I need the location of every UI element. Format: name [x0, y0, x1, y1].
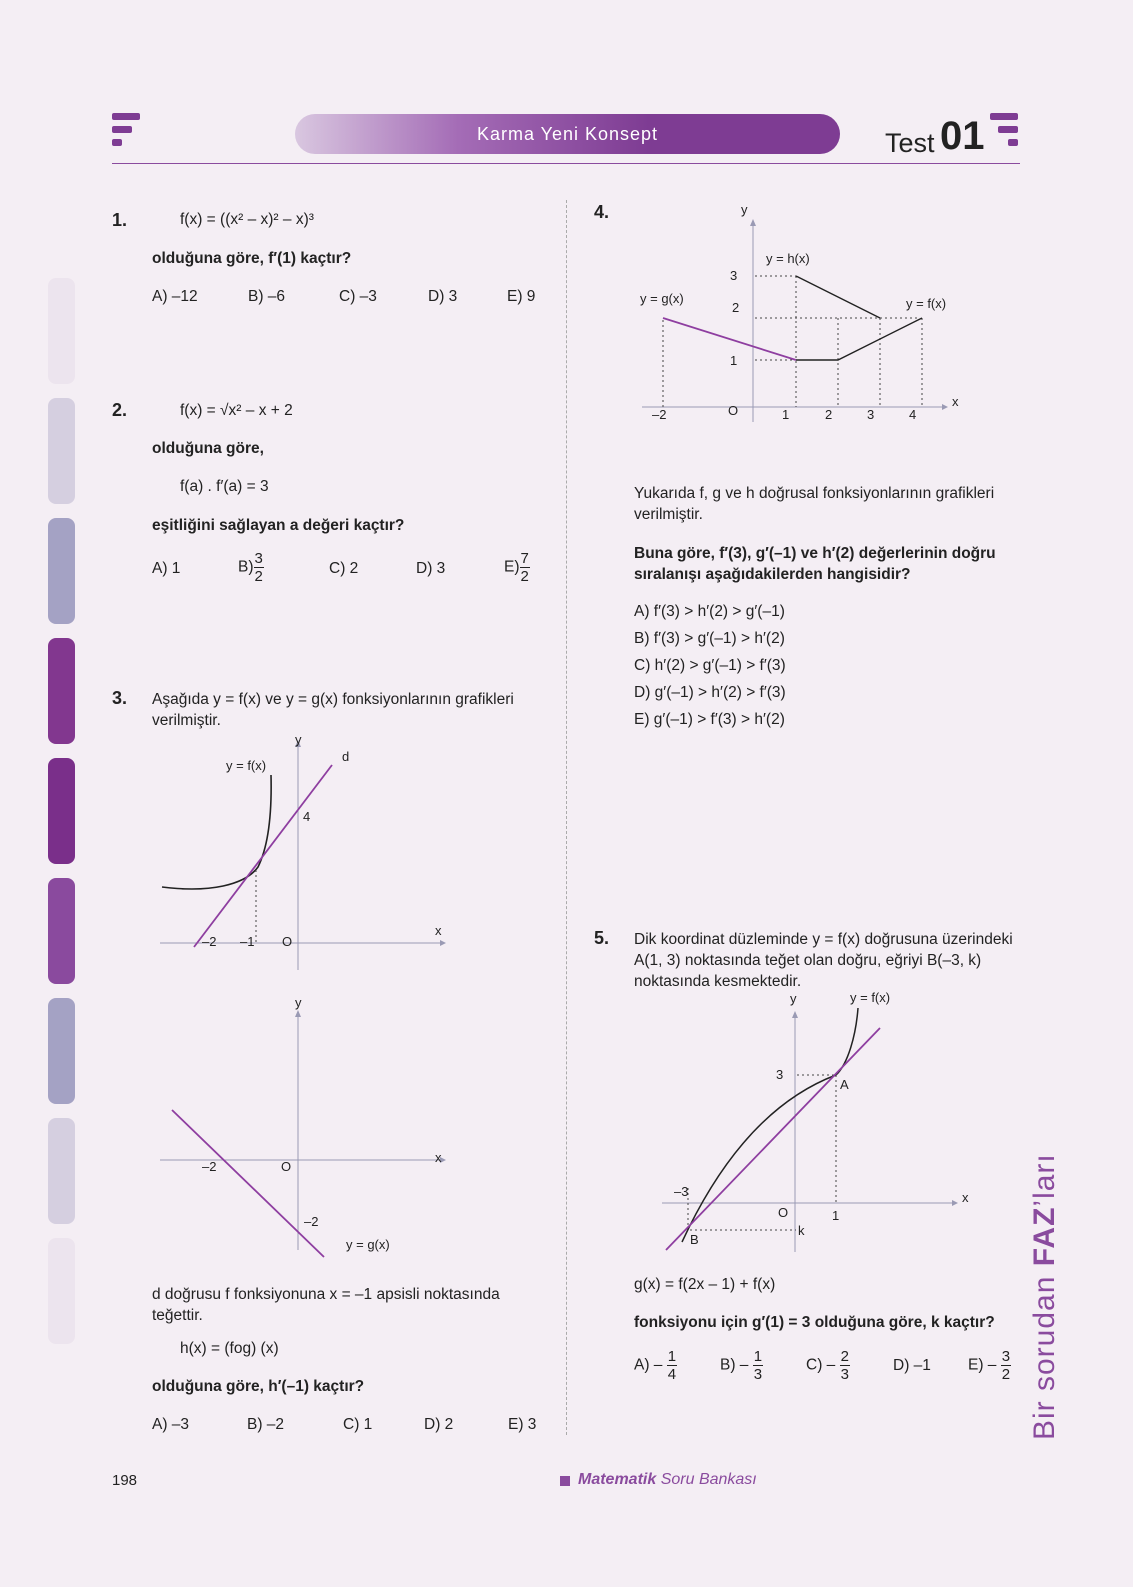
q3-intro: Aşağıda y = f(x) ve y = g(x) fonksiyonlarının grafikleri verilmiştir.: [152, 691, 514, 729]
x-tick-3: 3: [867, 407, 875, 422]
y-axis-label: y: [295, 995, 302, 1010]
y-axis-label: y: [295, 735, 302, 747]
q5-graph: [650, 990, 990, 1260]
line-f: [796, 318, 922, 360]
y-tick-2: 2: [732, 300, 740, 315]
q2-option-b[interactable]: B) $\frac{3}{2}$: [238, 550, 263, 585]
f-label: y = f(x): [850, 990, 891, 1005]
q4-option-c[interactable]: C) h′(2) > g′(–1) > f′(3): [634, 657, 786, 674]
q2-number: 2.: [112, 400, 128, 420]
origin-label: O: [281, 1159, 292, 1174]
line-g: [172, 1110, 324, 1257]
y-axis-arrow: [295, 1010, 301, 1017]
q3-option-c[interactable]: C) 1: [343, 1416, 373, 1433]
q5-option-c[interactable]: C) – $\frac{2}{3}$: [806, 1348, 849, 1383]
h-label: y = h(x): [766, 251, 810, 266]
q5-option-d[interactable]: D) –1: [893, 1357, 931, 1374]
d-label: d: [342, 749, 350, 764]
g-label: y = g(x): [640, 291, 684, 306]
q5-number: 5.: [594, 928, 610, 948]
column-divider: [566, 200, 567, 1435]
x-axis-arrow: [952, 1200, 958, 1206]
x-axis-label: x: [952, 394, 959, 409]
q2-option-e[interactable]: E) $\frac{7}{2}$: [504, 550, 529, 585]
origin-label: O: [778, 1205, 789, 1220]
x-tick-4: 4: [909, 407, 917, 422]
x-tick-minus-3: –3: [674, 1184, 689, 1199]
q1-number: 1.: [112, 210, 128, 230]
y-tick-3: 3: [776, 1067, 784, 1082]
side-slogan: Bir sorudan FAZ’ları: [1028, 1153, 1061, 1440]
x-tick-1: 1: [782, 407, 790, 422]
f-label: y = f(x): [226, 758, 267, 773]
q4-option-e[interactable]: E) g′(–1) > f′(3) > h′(2): [634, 711, 785, 728]
x-axis-label: x: [962, 1190, 969, 1205]
q4-option-a[interactable]: A) f′(3) > h′(2) > g′(–1): [634, 603, 785, 620]
q4-number: 4.: [594, 202, 610, 222]
x-tick-2: 2: [825, 407, 833, 422]
q3-number: 3.: [112, 688, 128, 708]
q3-h-definition: h(x) = (fog) (x): [180, 1340, 279, 1357]
q2-formula: f(x) = √x² – x + 2: [180, 402, 293, 419]
q2-option-a[interactable]: A) 1: [152, 560, 181, 577]
q4-question: Buna göre, f′(3), g′(–1) ve h′(2) değerlerinin doğru sıralanışı aşağıdakilerden hangisidir?: [634, 545, 996, 583]
tick-minus-2: –2: [202, 934, 217, 949]
q5-option-b[interactable]: B) – $\frac{1}{3}$: [720, 1348, 763, 1383]
tick-4: 4: [303, 809, 311, 824]
q5-question: fonksiyonu için g′(1) = 3 olduğuna göre, k kaçtır?: [634, 1314, 995, 1331]
q2-text-1: olduğuna göre,: [152, 440, 264, 457]
footer-square-icon: [560, 1476, 570, 1486]
q5-text: Dik koordinat düzleminde y = f(x) doğrusuna üzerindeki A(1, 3) noktasında teğet olan doğru, eğriyi B(–3, k) noktasında kesmektedir.: [634, 931, 1013, 990]
q4-option-b[interactable]: B) f′(3) > g′(–1) > h′(2): [634, 630, 785, 647]
point-b-label: B: [690, 1232, 699, 1247]
y-tick-minus-2: –2: [304, 1214, 319, 1229]
q5-option-a[interactable]: A) – $\frac{1}{4}$: [634, 1348, 677, 1383]
line-h: [796, 276, 880, 318]
q5-option-e[interactable]: E) – $\frac{3}{2}$: [968, 1348, 1011, 1383]
header-rule: [112, 163, 1020, 164]
guide-lines: [663, 276, 922, 407]
x-axis-label: x: [435, 923, 442, 938]
q2-option-c[interactable]: C) 2: [329, 560, 359, 577]
y-axis-arrow: [750, 219, 756, 226]
q2-condition: f(a) . f′(a) = 3: [180, 478, 269, 495]
q1-option-c[interactable]: C) –3: [339, 288, 377, 305]
q3-question: olduğuna göre, h′(–1) kaçtır?: [152, 1378, 365, 1395]
tangent-line-d: [194, 765, 332, 947]
x-axis-label: x: [435, 1150, 442, 1165]
q1-option-a[interactable]: A) –12: [152, 288, 198, 305]
q3-option-d[interactable]: D) 2: [424, 1416, 454, 1433]
tangent-line: [666, 1028, 880, 1250]
g-label: y = g(x): [346, 1237, 390, 1252]
q1-option-e[interactable]: E) 9: [507, 288, 536, 305]
origin-label: O: [728, 403, 739, 418]
q3-option-b[interactable]: B) –2: [247, 1416, 285, 1433]
x-tick-minus-2: –2: [652, 407, 667, 422]
tick-minus-1: –1: [240, 934, 255, 949]
q3-option-e[interactable]: E) 3: [508, 1416, 537, 1433]
x-axis-arrow: [942, 404, 948, 410]
test-number: 01: [940, 114, 985, 158]
x-axis-arrow: [440, 940, 446, 946]
x-tick-1: 1: [832, 1208, 840, 1223]
q1-option-b[interactable]: B) –6: [248, 288, 286, 305]
q3-option-a[interactable]: A) –3: [152, 1416, 190, 1433]
k-label: k: [798, 1223, 805, 1238]
q1-formula: f(x) = ((x² – x)² – x)³: [180, 211, 314, 228]
curve-f: [162, 775, 271, 889]
q2-question: eşitliğini sağlayan a değeri kaçtır?: [152, 517, 405, 534]
q1-question: olduğuna göre, f′(1) kaçtır?: [152, 250, 352, 267]
y-axis-label: y: [790, 991, 797, 1006]
q3-text-2: d doğrusu f fonksiyonuna x = –1 apsisli noktasında teğettir.: [152, 1286, 500, 1324]
q4-graph: [630, 200, 980, 435]
q4-text-1: Yukarıda f, g ve h doğrusal fonksiyonlarının grafikleri verilmiştir.: [634, 485, 995, 523]
footer-book-title: Matematik Soru Bankası: [578, 1471, 757, 1488]
guide-lines: [688, 1075, 836, 1230]
q3-graph-g: [150, 995, 460, 1265]
tick-minus-2: –2: [202, 1159, 217, 1174]
y-axis-arrow: [792, 1011, 798, 1018]
y-tick-1: 1: [730, 353, 738, 368]
q2-option-d[interactable]: D) 3: [416, 560, 446, 577]
f-label: y = f(x): [906, 296, 947, 311]
page-number: 198: [112, 1472, 138, 1489]
point-a-label: A: [840, 1077, 849, 1092]
q1-option-d[interactable]: D) 3: [428, 288, 458, 305]
y-axis-label: y: [741, 202, 748, 217]
q4-option-d[interactable]: D) g′(–1) > h′(2) > f′(3): [634, 684, 786, 701]
q3-graph-f: [150, 735, 460, 975]
q5-g-definition: g(x) = f(2x – 1) + f(x): [634, 1276, 776, 1293]
test-label: Test: [885, 128, 935, 158]
header-title: Karma Yeni Konsept: [476, 124, 659, 144]
y-tick-3: 3: [730, 268, 738, 283]
origin-label: O: [282, 934, 293, 949]
